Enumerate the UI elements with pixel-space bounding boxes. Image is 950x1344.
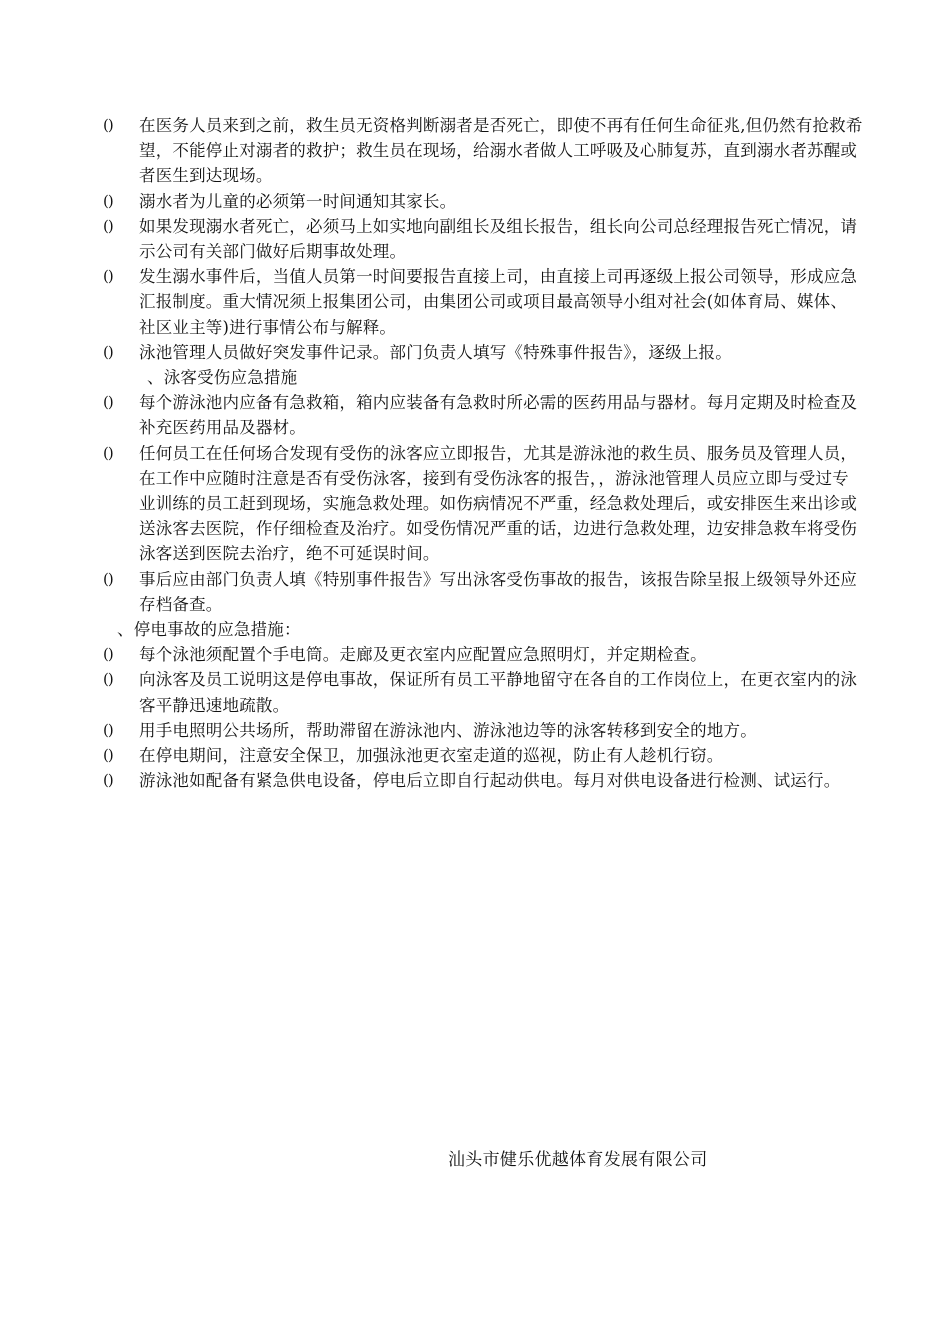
list-item <box>103 743 863 768</box>
list-marker: () <box>103 267 113 286</box>
list-marker: () <box>103 116 113 134</box>
list-item-text: 在停电期间，注意安全保卫，加强泳池更衣室走道的巡视，防止有人趁机行窃。 <box>139 746 724 766</box>
list-item <box>103 214 863 264</box>
list-marker: () <box>103 720 113 739</box>
list-item <box>103 768 863 793</box>
list-item <box>103 189 863 214</box>
list-item-text: 如果发现溺水者死亡，必须马上如实地向副组长及组长报告，组长向公司总经理报告死亡情况，请示公司有关部门做好后期事故处理。 <box>139 216 858 262</box>
list-item <box>103 390 863 440</box>
list-item-text: 每个游泳池内应备有急救箱，箱内应装备有急救时所必需的医药用品与器材。每月定期及时检查及补充医药用品及器材。 <box>139 393 858 438</box>
list-marker: () <box>103 342 113 361</box>
section-heading-power-outage: 、停电事故的应急措施： <box>117 620 301 640</box>
list-marker: () <box>103 216 113 235</box>
list-marker: () <box>103 670 113 689</box>
list-marker: () <box>103 569 113 588</box>
document-body <box>103 113 863 793</box>
list-item-text: 发生溺水事件后，当值人员第一时间要报告直接上司，由直接上司再逐级上报公司领导，形成应急汇报制度。重大情况须上报集团公司，由集团公司或项目最高领导小组对社会(如体育局、媒体、社区业主等)进行事情公布与解释。 <box>139 267 858 337</box>
list-item <box>103 718 863 743</box>
list-item-text: 任何员工在任何场合发现有受伤的泳客应立即报告，尤其是游泳池的救生员、服务员及管理人员，在工作中应随时注意是否有受伤泳客，接到有受伤泳客的报告，，游泳池管理人员应立即与受过专业训练的员工赶到现场，实施急救处理。如伤病情况不严重，经急救处理后，或安排医生来出诊或送泳客去医院，作仔细检查及治疗。如受伤情况严重的话，边进行急救处理，边安排急救车将受伤泳客送到医院去治疗，绝不可延误时间。 <box>139 443 858 564</box>
list-item-text: 用手电照明公共场所，帮助滞留在游泳池内、游泳池边等的泳客转移到安全的地方。 <box>139 720 757 740</box>
list-marker: () <box>103 443 113 462</box>
list-item <box>103 667 863 717</box>
list-item-text: 向泳客及员工说明这是停电事故，保证所有员工平静地留守在各自的工作岗位上，在更衣室内的泳客平静迅速地疏散。 <box>139 670 858 715</box>
section-heading-injury: 、泳客受伤应急措施 <box>147 368 298 388</box>
list-item <box>103 113 863 189</box>
list-item-text: 泳池管理人员做好突发事件记录。部门负责人填写《特殊事件报告》，逐级上报。 <box>139 342 732 362</box>
list-marker: () <box>103 393 113 412</box>
list-marker: () <box>103 645 113 664</box>
list-item-text: 溺水者为儿童的必须第一时间通知其家长。 <box>139 191 457 211</box>
list-item <box>103 340 863 365</box>
list-marker: () <box>103 746 113 765</box>
list-item <box>103 642 863 667</box>
list-marker: () <box>103 771 113 790</box>
list-item <box>103 567 863 617</box>
list-item <box>103 264 863 340</box>
list-item <box>103 441 863 567</box>
list-item-text: 每个泳池须配置个手电筒。走廊及更衣室内应配置应急照明灯，并定期检查。 <box>139 645 707 665</box>
list-item-text: 游泳池如配备有紧急供电设备，停电后立即自行起动供电。每月对供电设备进行检测、试运行。 <box>139 771 841 791</box>
company-signature: 汕头市健乐优越体育发展有限公司 <box>448 1150 708 1170</box>
list-item-text: 在医务人员来到之前，救生员无资格判断溺者是否死亡，即使不再有任何生命征兆,但仍然有抢救希望，不能停止对溺者的救护；救生员在现场，给溺水者做人工呼吸及心肺复苏，直到溺水者苏醒或者医生到达现场。 <box>139 116 863 186</box>
list-marker: () <box>103 191 113 210</box>
list-item-text: 事后应由部门负责人填《特别事件报告》写出泳客受伤事故的报告，该报告除呈报上级领导外还应存档备查。 <box>139 569 858 614</box>
